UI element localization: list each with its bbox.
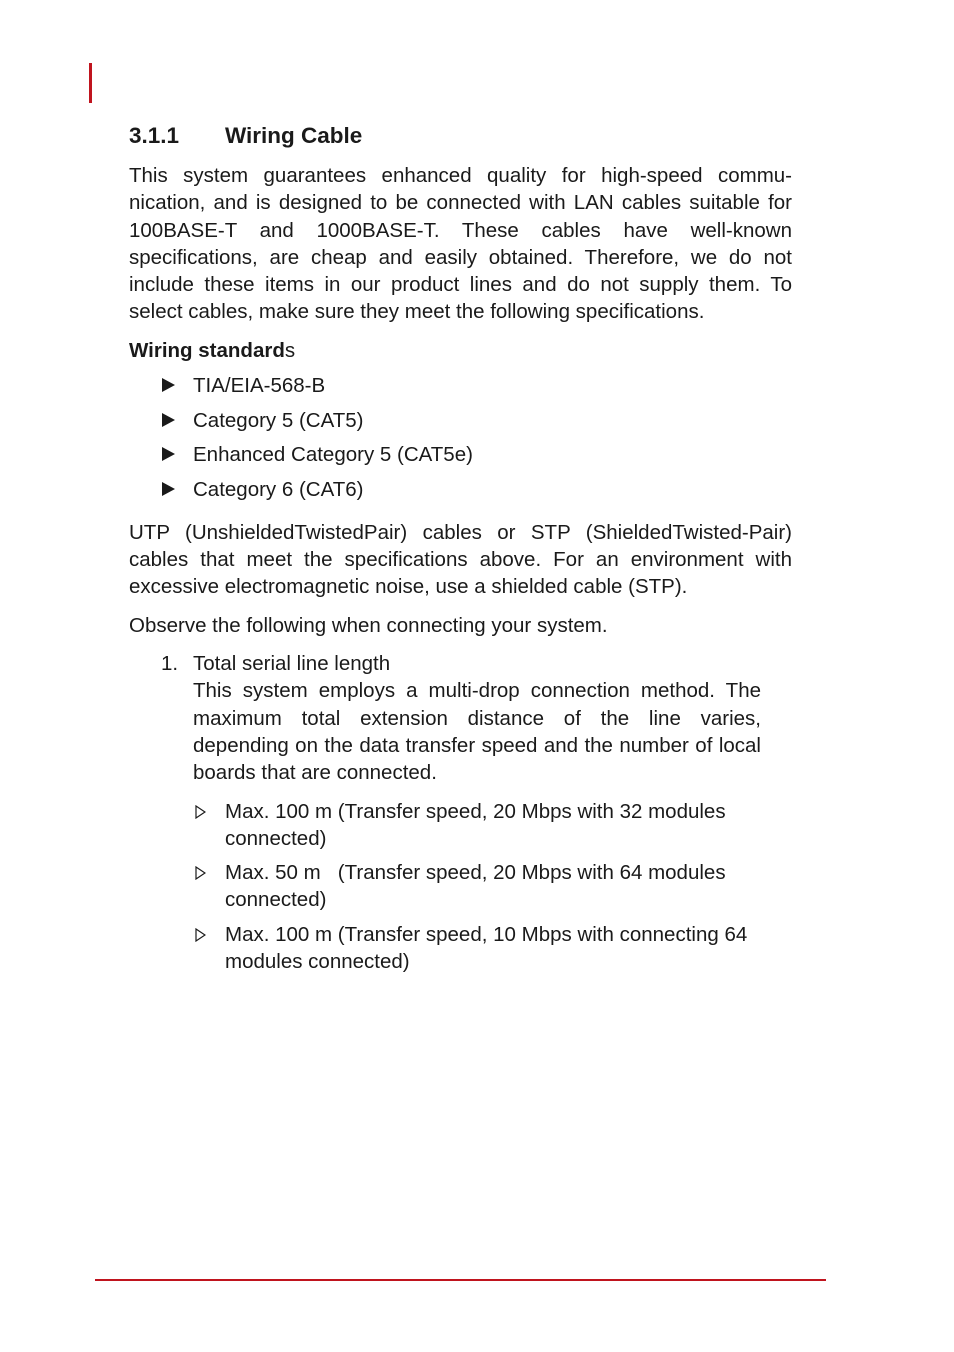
- list-item: [193, 798, 793, 853]
- list-item: [129, 441, 792, 476]
- wiring-standards-list: [129, 372, 792, 511]
- list-item: [129, 407, 792, 442]
- header-accent-bar: [89, 63, 92, 103]
- step-description: This system employs a multi-drop connection method. The maximum total extension distance of the line varies, depending on the data transfer speed and the number of local boards that are connected.: [193, 679, 761, 785]
- standard-label: Enhanced Category 5 (CAT5e): [193, 443, 473, 467]
- wiring-standards-heading: [129, 337, 792, 364]
- standard-label: TIA/EIA-568-B: [193, 374, 326, 398]
- step-title: Total serial line length: [193, 652, 391, 676]
- step-number: 1.: [161, 652, 179, 676]
- section-heading: [129, 121, 792, 151]
- wiring-standards-heading-suffix: s: [284, 338, 296, 362]
- hollow-triangle-bullet-icon: [195, 805, 206, 819]
- list-item: [193, 859, 793, 914]
- line-length-limits-list: [193, 798, 792, 976]
- list-item: [129, 476, 792, 511]
- section-title: Wiring Cable: [225, 123, 363, 148]
- footer-rule: [95, 1279, 826, 1281]
- wiring-standards-heading-bold: Wiring standard: [129, 338, 285, 362]
- step-item: [129, 650, 792, 975]
- triangle-bullet-icon: [162, 482, 175, 496]
- intro-paragraph: This system guarantees enhanced quality for high-speed communication, and is designed to be connected with LAN cables suitable for 100BASE-T and 1000BASE-T. These cables have well-known specifications, are cheap and easily obtained. Therefore, we do not include these items in our product lines and do not supply them. To select cables, make sure they meet the following specifications.: [129, 164, 792, 324]
- observe-paragraph: Observe the following when connecting your system.: [129, 613, 608, 637]
- list-item: [193, 921, 793, 976]
- standard-label: Category 6 (CAT6): [193, 478, 364, 502]
- standard-label: Category 5 (CAT5): [193, 408, 364, 432]
- triangle-bullet-icon: [162, 378, 175, 392]
- hollow-triangle-bullet-icon: [195, 866, 206, 880]
- limit-text: Max. 100 m (Transfer speed, 20 Mbps with 32 modules connected): [225, 799, 726, 850]
- section-number: 3.1.1: [129, 123, 180, 148]
- cable-note-paragraph: UTP (UnshieldedTwistedPair) cables or STP (ShieldedTwisted-Pair) cables that meet the specifications above. For an environment with excessive electromagnetic noise, use a shielded cable (STP).: [129, 520, 792, 599]
- limit-text: Max. 50 m (Transfer speed, 20 Mbps with 64 modules connected): [225, 861, 732, 912]
- triangle-bullet-icon: [162, 447, 175, 461]
- limit-text: Max. 100 m (Transfer speed, 10 Mbps with connecting 64 modules connected): [225, 922, 748, 973]
- hollow-triangle-bullet-icon: [195, 928, 206, 942]
- list-item: [129, 372, 792, 407]
- connection-steps-list: [129, 650, 792, 975]
- page-content: [129, 121, 792, 982]
- triangle-bullet-icon: [162, 413, 175, 427]
